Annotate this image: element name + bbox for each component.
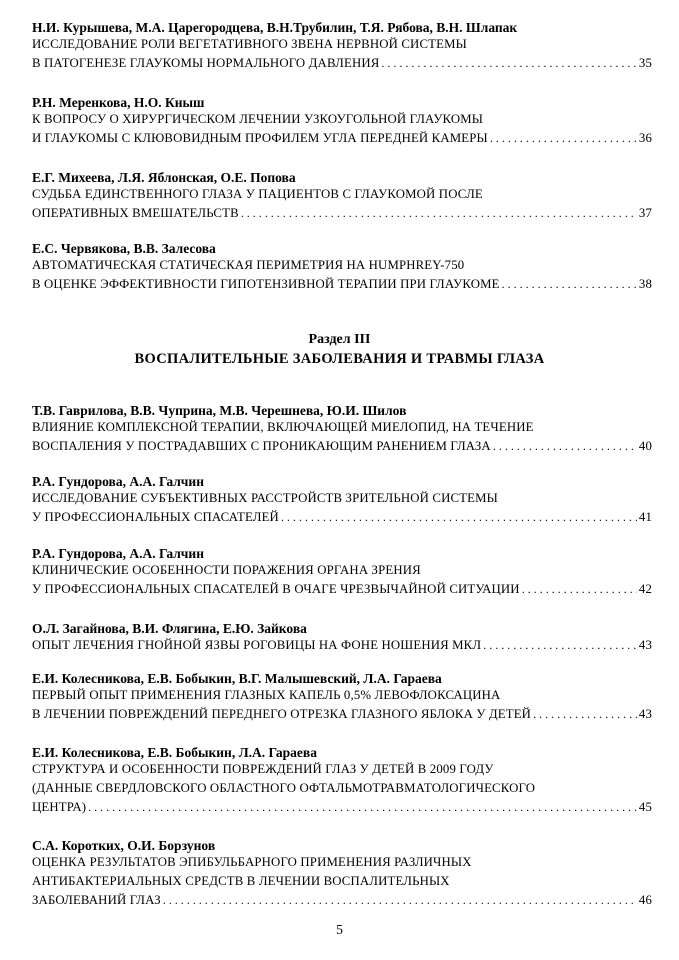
- entry-title-text: ВОСПАЛЕНИЯ У ПОСТРАДАВШИХ С ПРОНИКАЮЩИМ РАНЕНИЕМ ГЛАЗА: [32, 439, 491, 453]
- entry-title-last-line: [32, 129, 652, 148]
- page-number: 5: [336, 922, 343, 937]
- toc-entry: [30, 671, 652, 724]
- entry-title-text: ОПЕРАТИВНЫХ ВМЕШАТЕЛЬСТВ: [32, 206, 239, 220]
- toc-entry: [30, 95, 652, 148]
- entry-authors: Е.И. Колесникова, Е.В. Бобыкин, Л.А. Гараева: [32, 745, 317, 760]
- dot-leader: [163, 891, 637, 910]
- entry-page-number: 42: [638, 582, 652, 596]
- dot-leader: [493, 437, 637, 456]
- entry-title-text: У ПРОФЕССИОНАЛЬНЫХ СПАСАТЕЛЕЙ: [32, 510, 279, 524]
- entry-title-line: АНТИБАКТЕРИАЛЬНЫХ СРЕДСТВ В ЛЕЧЕНИИ ВОСПАЛИТЕЛЬНЫХ: [32, 874, 450, 888]
- dot-leader: [88, 798, 637, 817]
- dot-leader: [522, 580, 637, 599]
- entry-title-last-line: [32, 204, 652, 223]
- entry-authors: С.А. Коротких, О.И. Борзунов: [32, 838, 216, 853]
- dot-leader: [483, 636, 637, 655]
- entry-title-line: СУДЬБА ЕДИНСТВЕННОГО ГЛАЗА У ПАЦИЕНТОВ С ГЛАУКОМОЙ ПОСЛЕ: [32, 187, 483, 201]
- entry-page-number: 38: [638, 277, 652, 291]
- entry-authors: Р.А. Гундорова, А.А. Галчин: [32, 474, 204, 489]
- dot-leader: [241, 204, 637, 223]
- entry-authors: Р.Н. Меренкова, Н.О. Кныш: [32, 95, 205, 110]
- entry-title-text: И ГЛАУКОМЫ С КЛЮВОВИДНЫМ ПРОФИЛЕМ УГЛА ПЕРЕДНЕЙ КАМЕРЫ: [32, 131, 488, 145]
- entry-page-number: 41: [638, 510, 652, 524]
- entry-authors: Е.Г. Михеева, Л.Я. Яблонская, О.Е. Попова: [32, 170, 296, 185]
- entry-title-last-line: [32, 275, 652, 294]
- section-number: Раздел III: [308, 332, 371, 347]
- entry-authors: Т.В. Гаврилова, В.В. Чуприна, М.В. Черешнева, Ю.И. Шилов: [32, 403, 407, 418]
- toc-entry: [30, 621, 652, 655]
- entry-title-last-line: [32, 508, 652, 527]
- entry-title-line: ПЕРВЫЙ ОПЫТ ПРИМЕНЕНИЯ ГЛАЗНЫХ КАПЕЛЬ 0,5% ЛЕВОФЛОКСАЦИНА: [32, 688, 501, 702]
- entry-title-text: ОПЫТ ЛЕЧЕНИЯ ГНОЙНОЙ ЯЗВЫ РОГОВИЦЫ НА ФОНЕ НОШЕНИЯ МКЛ: [32, 638, 482, 652]
- entry-page-number: 46: [638, 893, 652, 907]
- entry-title-line: К ВОПРОСУ О ХИРУРГИЧЕСКОМ ЛЕЧЕНИИ УЗКОУГОЛЬНОЙ ГЛАУКОМЫ: [32, 112, 484, 126]
- entry-page-number: 36: [638, 131, 652, 145]
- entry-title-text: В ОЦЕНКЕ ЭФФЕКТИВНОСТИ ГИПОТЕНЗИВНОЙ ТЕРАПИИ ПРИ ГЛАУКОМЕ: [32, 277, 500, 291]
- entry-title-line: ОЦЕНКА РЕЗУЛЬТАТОВ ЭПИБУЛЬБАРНОГО ПРИМЕНЕНИЯ РАЗЛИЧНЫХ: [32, 855, 472, 869]
- entry-authors: Е.И. Колесникова, Е.В. Бобыкин, В.Г. Малышевский, Л.А. Гараева: [32, 671, 442, 686]
- entry-title-line: АВТОМАТИЧЕСКАЯ СТАТИЧЕСКАЯ ПЕРИМЕТРИЯ НА HUMPHREY-750: [32, 258, 465, 272]
- entry-title-last-line: [32, 437, 652, 456]
- entry-page-number: 43: [638, 707, 652, 721]
- entry-authors: Н.И. Курышева, М.А. Царегородцева, В.Н.Трубилин, Т.Я. Рябова, В.Н. Шлапак: [32, 20, 518, 35]
- entry-title-line: ВЛИЯНИЕ КОМПЛЕКСНОЙ ТЕРАПИИ, ВКЛЮЧАЮЩЕЙ МИЕЛОПИД, НА ТЕЧЕНИЕ: [32, 420, 534, 434]
- entry-title-text: В ПАТОГЕНЕЗЕ ГЛАУКОМЫ НОРМАЛЬНОГО ДАВЛЕНИЯ: [32, 56, 380, 70]
- dot-leader: [490, 129, 637, 148]
- toc-entry: [30, 170, 652, 223]
- entry-title-line: КЛИНИЧЕСКИЕ ОСОБЕННОСТИ ПОРАЖЕНИЯ ОРГАНА ЗРЕНИЯ: [32, 563, 421, 577]
- entry-title-line: ИССЛЕДОВАНИЕ СУБЪЕКТИВНЫХ РАССТРОЙСТВ ЗРИТЕЛЬНОЙ СИСТЕМЫ: [32, 491, 498, 505]
- dot-leader: [533, 705, 637, 724]
- dot-leader: [381, 54, 636, 73]
- entry-title-text: ЦЕНТРА): [32, 800, 87, 814]
- entry-title-line: ИССЛЕДОВАНИЕ РОЛИ ВЕГЕТАТИВНОГО ЗВЕНА НЕРВНОЙ СИСТЕМЫ: [32, 37, 467, 51]
- entry-title-line: СТРУКТУРА И ОСОБЕННОСТИ ПОВРЕЖДЕНИЙ ГЛАЗ У ДЕТЕЙ В 2009 ГОДУ: [32, 762, 494, 776]
- entry-authors: Е.С. Червякова, В.В. Залесова: [32, 241, 216, 256]
- entry-title-last-line: [32, 705, 652, 724]
- dot-leader: [502, 275, 637, 294]
- toc-entry: [30, 403, 652, 456]
- entry-page-number: 45: [638, 800, 652, 814]
- toc-entry: [30, 745, 652, 817]
- toc-entry: [30, 241, 652, 294]
- entry-title-text: У ПРОФЕССИОНАЛЬНЫХ СПАСАТЕЛЕЙ В ОЧАГЕ ЧРЕЗВЫЧАЙНОЙ СИТУАЦИИ: [32, 582, 520, 596]
- entry-title-text: В ЛЕЧЕНИИ ПОВРЕЖДЕНИЙ ПЕРЕДНЕГО ОТРЕЗКА ГЛАЗНОГО ЯБЛОКА У ДЕТЕЙ: [32, 707, 532, 721]
- entry-title-line: (ДАННЫЕ СВЕРДЛОВСКОГО ОБЛАСТНОГО ОФТАЛЬМОТРАВМАТОЛОГИЧЕСКОГО: [32, 781, 536, 795]
- entry-title-text: ЗАБОЛЕВАНИЙ ГЛАЗ: [32, 893, 161, 907]
- entry-authors: О.Л. Загайнова, В.И. Флягина, Е.Ю. Зайкова: [32, 621, 307, 636]
- entry-page-number: 43: [638, 638, 652, 652]
- dot-leader: [281, 508, 637, 527]
- entry-title-last-line: [32, 891, 652, 910]
- toc-entry: [30, 546, 652, 599]
- entry-page-number: 35: [638, 56, 652, 70]
- entry-page-number: 37: [638, 206, 652, 220]
- entry-title-last-line: [32, 54, 652, 73]
- entry-authors: Р.А. Гундорова, А.А. Галчин: [32, 546, 204, 561]
- toc-entry: [30, 474, 652, 527]
- entry-title-last-line: [32, 580, 652, 599]
- toc-entry: [30, 20, 652, 73]
- toc-entry: [30, 838, 652, 910]
- entry-title-last-line: [32, 798, 652, 817]
- entry-title-last-line: [32, 636, 652, 655]
- section-title: ВОСПАЛИТЕЛЬНЫЕ ЗАБОЛЕВАНИЯ И ТРАВМЫ ГЛАЗА: [134, 351, 545, 367]
- entry-page-number: 40: [638, 439, 652, 453]
